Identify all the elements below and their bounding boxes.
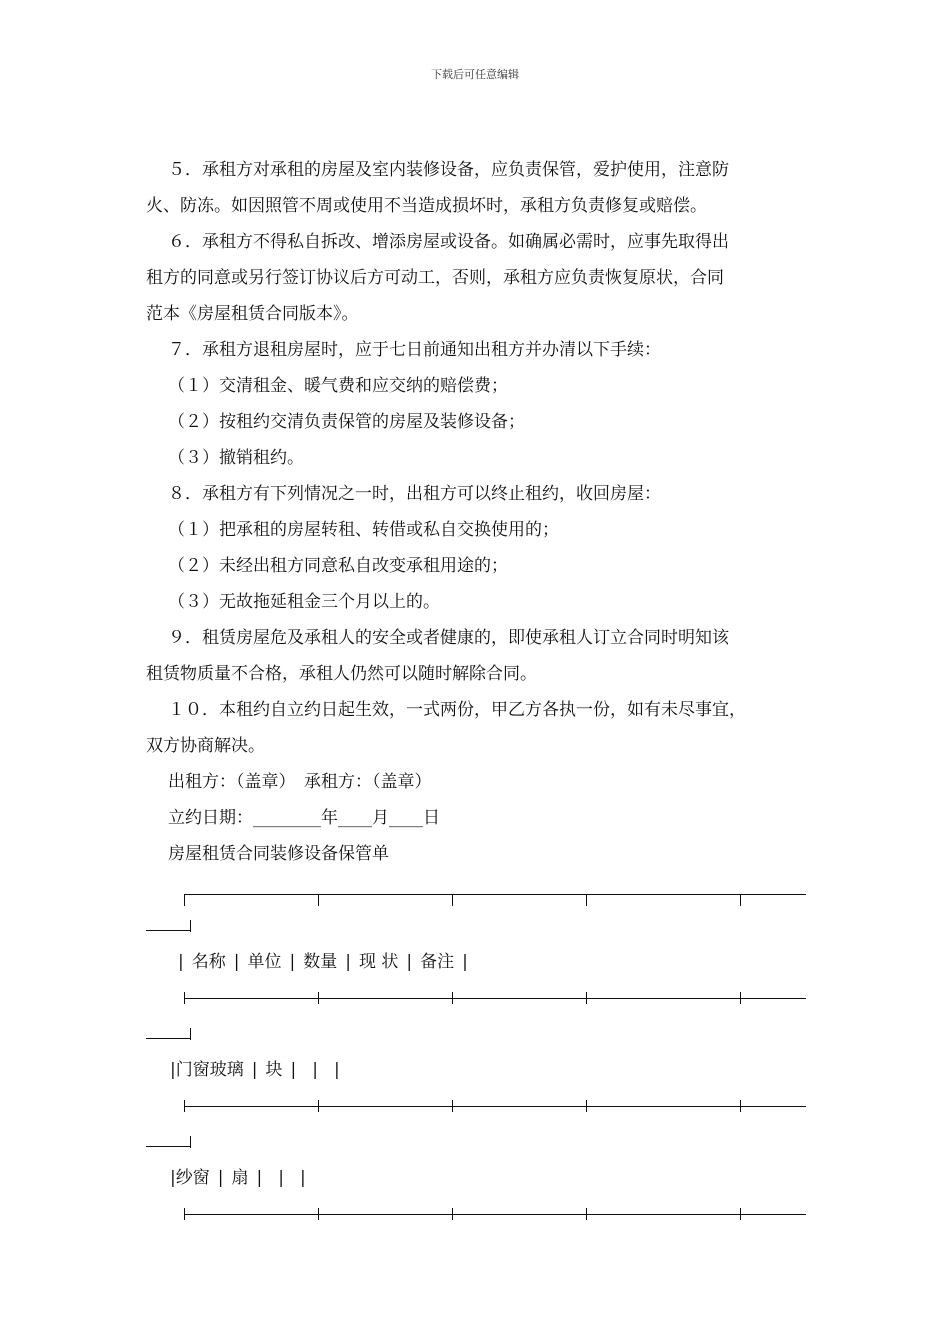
table-cell-separator: | <box>299 1168 306 1188</box>
table-rule-tick <box>184 1100 185 1112</box>
clause-9-line-2: 租赁物质量不合格，承租人仍然可以随时解除合同。 <box>146 664 537 684</box>
table-header-cell: 单位 <box>247 952 282 972</box>
table-rule-tick <box>190 1136 191 1148</box>
table-top-border-wrap <box>146 908 826 944</box>
clause-8-item-2: （２）未经出租方同意私自改变承租用途的； <box>168 556 508 576</box>
table-row <box>146 1160 826 1196</box>
table-rule <box>146 930 190 931</box>
signature-date: 立约日期：________年____月____日 <box>168 808 440 828</box>
table-cell-separator: | <box>289 952 296 972</box>
table-rule-tick <box>318 1208 319 1220</box>
table-rule <box>146 1038 190 1039</box>
signature-parties: 出租方：（盖章） 承租方：（盖章） <box>168 772 432 792</box>
table-rule-tick <box>184 1208 185 1220</box>
table-header-cell: 备注 <box>420 952 455 972</box>
table-rule-tick <box>586 894 587 906</box>
table-rule-tick <box>318 992 319 1004</box>
table-rule-tick <box>452 1208 453 1220</box>
table-cell-separator: | <box>333 1060 340 1080</box>
table-rule <box>146 1146 190 1147</box>
table-cell-separator: | <box>170 1060 176 1080</box>
clause-8-item-3: （３）无故拖延租金三个月以上的。 <box>168 592 440 612</box>
table-cell-separator: | <box>345 952 351 972</box>
table-rule <box>184 1214 806 1215</box>
table-top-border <box>146 872 826 908</box>
table-rule-tick <box>190 920 191 932</box>
table-header-cell: 现 状 <box>358 952 399 972</box>
table-rule-tick <box>184 894 185 906</box>
table-cell-separator: | <box>178 952 184 972</box>
table-cell-separator: | <box>278 1168 284 1188</box>
table-rule-tick <box>452 1100 453 1112</box>
clause-5-line-1: ５．承租方对承租的房屋及室内装修设备，应负责保管，爱护使用，注意防 <box>168 160 729 180</box>
clause-10-line-2: 双方协商解决。 <box>146 736 265 756</box>
table-cell: 纱窗 <box>175 1168 210 1188</box>
table-rule-tick <box>586 1208 587 1220</box>
table-cell-separator: | <box>406 952 413 972</box>
table-row-border-wrap <box>146 1016 826 1052</box>
table-rule-tick <box>452 894 453 906</box>
table-cell-separator: | <box>312 1060 318 1080</box>
table-rule-tick <box>586 992 587 1004</box>
clause-8-line-1: ８．承租方有下列情况之一时，出租方可以终止租约，收回房屋： <box>168 484 661 504</box>
clause-10-line-1: １０．本租约自立约日起生效，一式两份，甲乙方各执一份，如有未尽事宜， <box>168 700 746 720</box>
table-rule-tick <box>740 894 741 906</box>
clause-5-line-2: 火、防冻。如因照管不周或使用不当造成损坏时，承租方负责修复或赔偿。 <box>146 196 707 216</box>
table-rule-tick <box>740 1100 741 1112</box>
table-cell-separator: | <box>170 1168 176 1188</box>
table-rule <box>184 998 806 999</box>
table-cell-separator: | <box>290 1060 297 1080</box>
clause-6-line-2: 租方的同意或另行签订协议后方可动工，否则，承租方应负责恢复原状，合同 <box>146 268 724 288</box>
table-row-border-wrap <box>146 1124 826 1160</box>
table-rule-tick <box>740 1208 741 1220</box>
clause-7-line-1: ７．承租方退租房屋时，应于七日前通知出租方并办清以下手续： <box>168 340 661 360</box>
table-cell: 门窗玻璃 <box>175 1060 244 1080</box>
table-header-cell: 数量 <box>303 952 338 972</box>
table-cell-separator: | <box>233 952 240 972</box>
clause-6-line-3: 范本《房屋租赁合同版本》。 <box>146 304 359 324</box>
table-rule-tick <box>452 992 453 1004</box>
table-header-cell: 名称 <box>191 952 226 972</box>
table-row-border <box>146 1088 826 1124</box>
table-rule-tick <box>184 992 185 1004</box>
clause-6-line-1: ６．承租方不得私自拆改、增添房屋或设备。如确属必需时，应事先取得出 <box>168 232 729 252</box>
form-title: 房屋租赁合同装修设备保管单 <box>168 844 389 864</box>
table-rule-tick <box>318 1100 319 1112</box>
table-row-border <box>146 980 826 1016</box>
table-row <box>146 1052 826 1088</box>
clause-8-item-1: （１）把承租的房屋转租、转借或私自交换使用的； <box>168 520 559 540</box>
table-rule <box>184 1106 806 1107</box>
table-row-border <box>146 1196 826 1232</box>
table-cell: 扇 <box>231 1168 249 1188</box>
table-rule <box>184 894 806 895</box>
clause-7-item-3: （３）撤销租约。 <box>168 448 304 468</box>
table-cell-separator: | <box>256 1168 263 1188</box>
table-rule-tick <box>190 1028 191 1040</box>
table-rule-tick <box>318 894 319 906</box>
page-header-note: 下载后可任意编辑 <box>431 68 519 81</box>
table-rule-tick <box>740 992 741 1004</box>
table-cell-separator: | <box>462 952 468 972</box>
table-cell-separator: | <box>251 1060 258 1080</box>
table-cell: 块 <box>265 1060 283 1080</box>
contract-body <box>146 152 826 1232</box>
clause-7-item-2: （２）按租约交清负责保管的房屋及装修设备； <box>168 412 525 432</box>
table-cell-separator: | <box>217 1168 224 1188</box>
table-rule-tick <box>586 1100 587 1112</box>
clause-9-line-1: ９．租赁房屋危及承租人的安全或者健康的，即使承租人订立合同时明知该 <box>168 628 729 648</box>
clause-7-item-1: （１）交清租金、暖气费和应交纳的赔偿费； <box>168 376 508 396</box>
table-header-row <box>146 944 826 980</box>
